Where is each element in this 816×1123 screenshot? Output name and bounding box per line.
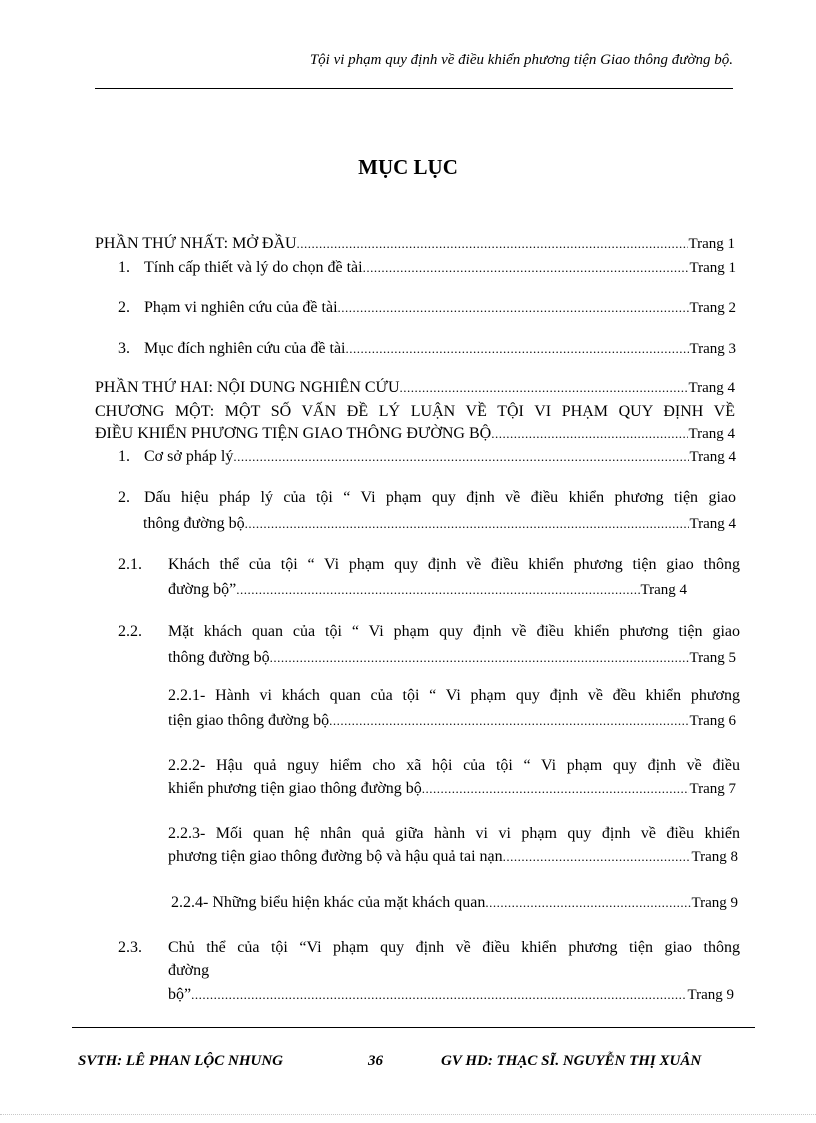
leader-dots [346,339,690,359]
toc-entry-s221-line1[interactable]: 2.2.1- Hành vi khách quan của tội “ Vi phạm quy định về đều khiển phương [168,687,740,704]
toc-entry-part-two[interactable] [95,378,735,398]
toc-page-number: Trang 3 [689,341,736,357]
toc-entry-s2-line1[interactable] [118,488,736,508]
toc-page-number: Trang 8 [691,849,738,865]
toc-entry-s23-line2[interactable]: đường [168,962,210,979]
toc-chapter-one[interactable] [95,424,735,444]
toc-entry-s221[interactable] [168,711,736,731]
toc-entry-2[interactable] [118,298,736,318]
toc-entry-text: Dấu hiệu pháp lý của tội “ Vi phạm quy định về điều khiển phương tiện giao [144,489,736,506]
toc-entry-number: 1. [118,259,130,276]
toc-entry-text: Phạm vi nghiên cứu của đề tài [144,299,338,316]
toc-page-number: Trang 1 [688,236,735,252]
toc-entry-text: Cơ sở pháp lý [144,448,234,465]
toc-entry-s21-line1[interactable] [118,555,740,575]
toc-page-number: Trang 7 [689,781,736,797]
toc-entry-s1[interactable] [118,447,736,467]
leader-dots [245,514,690,534]
toc-entry-text: bộ” [168,986,192,1003]
toc-entry-text: phương tiện giao thông đường bộ và hậu quả tai nạn [168,848,503,865]
toc-entry-number: 1. [118,448,130,465]
toc-entry-s23[interactable] [168,985,734,1005]
leader-dots [400,378,689,398]
toc-chapter-one-line1[interactable]: CHƯƠNG MỘT: MỘT SỐ VẤN ĐỀ LÝ LUẬN VỀ TỘI VI PHẠM QUY ĐỊNH VỀ [95,403,735,420]
toc-entry-number: 2. [118,299,130,316]
toc-entry-number: 2.1. [118,556,142,573]
toc-entry-text: thông đường bộ [143,515,245,532]
toc-entry-text: ĐIỀU KHIỂN PHƯƠNG TIỆN GIAO THÔNG ĐƯỜNG BỘ [95,425,492,442]
toc-entry-text: đường bộ” [168,581,237,598]
toc-entry-number: 2. [118,489,130,506]
toc-entry-s21[interactable] [168,580,687,600]
toc-entry-3[interactable] [118,339,736,359]
toc-page-number: Trang 4 [688,380,735,396]
toc-entry-s222-line1[interactable]: 2.2.2- Hậu quả nguy hiểm cho xã hội của tội “ Vi phạm quy định về điều [168,757,740,774]
leader-dots [191,985,687,1005]
footer-page-number: 36 [368,1053,383,1069]
leader-dots [485,893,691,913]
toc-page-number: Trang 4 [689,449,736,465]
toc-entry-number: 2.3. [118,939,142,956]
toc-entry-s223[interactable] [168,847,738,867]
running-header: Tội vi phạm quy định về điều khiển phương tiện Giao thông đường bộ. [309,52,733,68]
toc-entry-text: Mục đích nghiên cứu của đề tài [144,340,346,357]
toc-entry-text: Chủ thể của tội “Vi phạm quy định về điều khiển phương tiện giao thông [168,939,740,956]
footer-rule [72,1027,755,1028]
toc-entry-number: 3. [118,340,130,357]
header-rule [95,88,733,89]
toc-entry-s224[interactable] [171,893,738,913]
toc-entry-text: thông đường bộ [168,649,270,666]
toc-page-number: Trang 4 [640,582,687,598]
leader-dots [491,424,688,444]
leader-dots [363,258,690,278]
leader-dots [297,234,689,254]
toc-entry-s223-line1[interactable]: 2.2.3- Mối quan hệ nhân quả giữa hành vi vi phạm quy định về điều khiển [168,825,740,842]
leader-dots [270,648,690,668]
toc-entry-s23-line1[interactable] [118,938,740,958]
toc-page-number: Trang 1 [689,260,736,276]
footer-advisor: GV HD: THẠC SĨ. NGUYỄN THỊ XUÂN [441,1053,702,1069]
leader-dots [329,711,689,731]
toc-entry-text: PHẦN THỨ HAI: NỘI DUNG NGHIÊN CỨU [95,379,400,396]
toc-page-number: Trang 5 [689,650,736,666]
leader-dots [422,779,690,799]
toc-page-number: Trang 6 [689,713,736,729]
toc-entry-text: Mặt khách quan của tội “ Vi phạm quy định về điều khiển phương tiện giao [168,623,740,640]
toc-page-number: Trang 4 [688,426,735,442]
toc-entry-text: tiện giao thông đường bộ [168,712,330,729]
toc-entry-text: PHẦN THỨ NHẤT: MỞ ĐẦU [95,235,297,252]
toc-entry-s22[interactable] [168,648,736,668]
toc-entry-s22-line1[interactable] [118,622,740,642]
toc-entry-text: khiển phương tiện giao thông đường bộ [168,780,422,797]
toc-entry-number: 2.2. [118,623,142,640]
toc-entry-1[interactable] [118,258,736,278]
toc-entry-s222[interactable] [168,779,736,799]
toc-entry-part-one[interactable] [95,234,735,254]
toc-page-number: Trang 2 [689,300,736,316]
toc-entry-s2[interactable] [143,514,736,534]
toc-page-number: Trang 9 [687,987,734,1003]
leader-dots [233,447,689,467]
toc-entry-text: Khách thể của tội “ Vi phạm quy định về điều khiển phương tiện giao thông [168,556,740,573]
leader-dots [503,847,692,867]
bottom-border [0,1114,816,1115]
toc-entry-text: 2.2.4- Những biểu hiện khác của mặt khách quan [171,894,486,911]
leader-dots [236,580,640,600]
leader-dots [338,298,690,318]
toc-page-number: Trang 4 [689,516,736,532]
page-title: MỤC LỤC [358,155,458,179]
toc-page-number: Trang 9 [691,895,738,911]
toc-entry-text: Tính cấp thiết và lý do chọn đề tài [144,259,363,276]
footer-student: SVTH: LÊ PHAN LỘC NHUNG [78,1053,284,1069]
